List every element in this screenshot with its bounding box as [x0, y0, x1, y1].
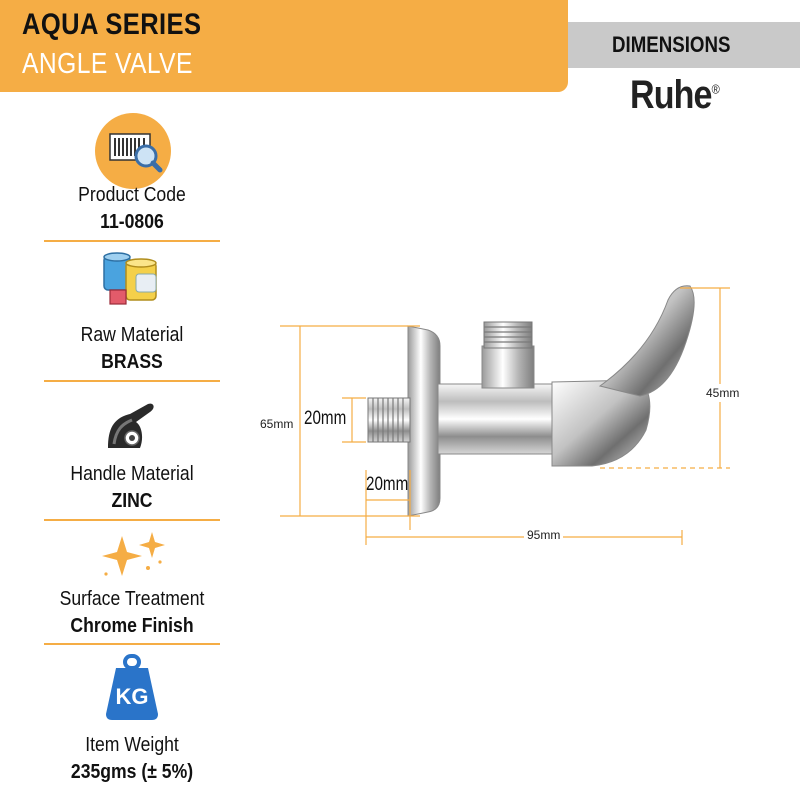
outlet-thread-lines [484, 327, 532, 342]
thread-lines [373, 398, 403, 442]
brand-name: Ruhe [630, 73, 712, 117]
material-drums-icon [100, 250, 164, 313]
spec-raw-material [44, 324, 220, 384]
dim-inlet-offset: 20mm [366, 474, 409, 495]
spec-value: 235gms (± 5%) [70, 761, 194, 783]
dim-handle-height: 45mm [706, 386, 740, 400]
spec-label: Handle Material [70, 463, 194, 485]
product-subtitle: ANGLE VALVE [22, 48, 193, 80]
spec-label: Item Weight [85, 734, 179, 756]
spec-label: Raw Material [80, 324, 184, 346]
outlet-thread [484, 322, 532, 348]
dimensions-label: DIMENSIONS [612, 32, 731, 57]
weight-icon-label: KG [115, 684, 149, 709]
handle-hub [552, 380, 650, 466]
spec-value: Chrome Finish [70, 615, 194, 637]
spec-value: BRASS [101, 351, 163, 373]
barcode-magnifier-icon [94, 112, 172, 195]
spec-handle-material [44, 463, 220, 523]
dim-height-total: 65mm [260, 417, 294, 431]
handle-icon [100, 398, 160, 459]
brand-registered-mark: ® [711, 81, 719, 97]
spec-label: Surface Treatment [59, 588, 205, 610]
outlet-collar [482, 346, 534, 388]
spec-product-code [44, 184, 220, 244]
spec-label: Product Code [78, 184, 186, 206]
spec-value: ZINC [111, 490, 153, 512]
divider [44, 643, 220, 645]
valve-body [438, 384, 568, 454]
spec-value: 11-0806 [100, 211, 164, 233]
weight-icon [102, 654, 162, 727]
divider [44, 240, 220, 242]
handle-lever [600, 286, 694, 396]
series-title: AQUA SERIES [22, 8, 202, 41]
wall-flange [408, 326, 440, 516]
spec-surface-treatment [44, 588, 220, 648]
sparkle-icon [96, 530, 172, 587]
inlet-thread [368, 398, 410, 442]
brand-logo [630, 73, 719, 118]
spec-item-weight [44, 734, 220, 794]
dim-inlet-thread: 20mm [304, 408, 347, 429]
dim-length: 95mm [524, 528, 563, 542]
divider [44, 519, 220, 521]
divider [44, 380, 220, 382]
